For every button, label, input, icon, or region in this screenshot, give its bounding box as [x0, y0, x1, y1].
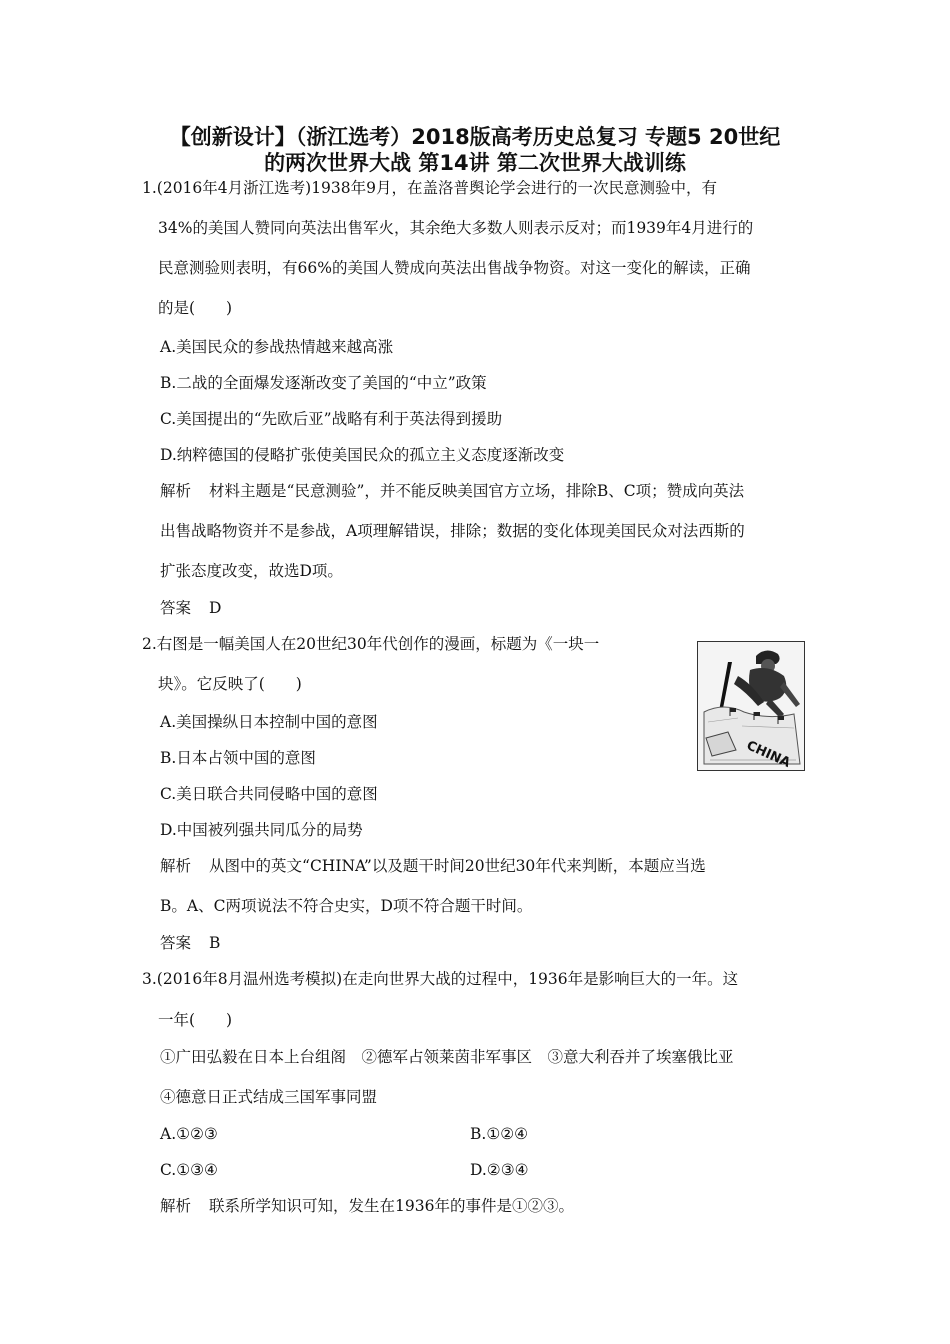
q3-stem-line-1: 3.(2016年8月温州选考模拟)在走向世界大战的过程中，1936年是影响巨大的一年。这 [142, 970, 739, 988]
q2-option-a: A.美国操纵日本控制中国的意图 [160, 713, 378, 731]
q3-option-d: D.②③④ [470, 1161, 529, 1179]
q2-option-d: D.中国被列强共同瓜分的局势 [160, 821, 363, 839]
q1-stem-line-2: 34%的美国人赞同向英法出售军火，其余绝大多数人则表示反对；而1939年4月进行的 [158, 219, 754, 237]
q2-option-b: B.日本占领中国的意图 [160, 749, 316, 767]
q1-option-c: C.美国提出的“先欧后亚”战略有利于英法得到援助 [160, 410, 503, 428]
q1-analysis-line-2: 出售战略物资并不是参战，A项理解错误，排除；数据的变化体现美国民众对法西斯的 [160, 522, 745, 540]
q1-analysis-label: 解析 [160, 482, 192, 500]
q2-analysis-line-1 [160, 856, 706, 876]
q2-answer-value: B [209, 934, 221, 952]
cartoon-china-label: CHINA [744, 738, 793, 770]
cartoon-image [697, 641, 805, 771]
q3-items-line-2: ④德意日正式结成三国军事同盟 [160, 1088, 378, 1106]
q1-option-d: D.纳粹德国的侵略扩张使美国民众的孤立主义态度逐渐改变 [160, 446, 565, 464]
q2-answer-label: 答案 [160, 934, 192, 952]
q2-analysis-line-2: B。A、C两项说法不符合史实，D项不符合题干时间。 [160, 897, 533, 915]
q1-option-a: A.美国民众的参战热情越来越高涨 [160, 338, 394, 356]
q1-stem-line-3: 民意测验则表明，有66%的美国人赞成向英法出售战争物资。对这一变化的解读，正确 [158, 259, 751, 277]
q3-analysis [160, 1196, 574, 1216]
q1-answer [160, 598, 221, 618]
document-title [100, 124, 850, 176]
q3-stem-line-2: 一年( ) [158, 1011, 233, 1029]
q2-analysis-label: 解析 [160, 857, 192, 875]
title-line-2: 的两次世界大战 第14讲 第二次世界大战训练 [264, 151, 686, 175]
q3-option-a: A.①②③ [160, 1125, 218, 1143]
q3-analysis-label: 解析 [160, 1197, 192, 1215]
q2-answer [160, 933, 220, 953]
q1-analysis-text-1: 材料主题是“民意测验”，并不能反映美国官方立场，排除B、C项；赞成向英法 [209, 482, 745, 500]
q2-stem-line-2: 块》。它反映了( ) [158, 675, 302, 693]
q3-analysis-text: 联系所学知识可知，发生在1936年的事件是①②③。 [209, 1197, 574, 1215]
q2-analysis-text-1: 从图中的英文“CHINA”以及题干时间20世纪30年代来判断，本题应当选 [209, 857, 706, 875]
q1-stem-line-1: 1.(2016年4月浙江选考)1938年9月，在盖洛普舆论学会进行的一次民意测验中，有 [142, 179, 718, 197]
cartoon-drawing [698, 642, 804, 770]
q1-option-b: B.二战的全面爆发逐渐改变了美国的“中立”政策 [160, 374, 487, 392]
q3-option-c: C.①③④ [160, 1161, 218, 1179]
q2-stem-line-1: 2.右图是一幅美国人在20世纪30年代创作的漫画，标题为《一块一 [142, 635, 600, 653]
q1-stem-line-4: 的是( ) [158, 299, 233, 317]
q1-answer-value: D [209, 599, 222, 617]
q1-analysis-line-3: 扩张态度改变，故选D项。 [160, 562, 343, 580]
title-line-1: 【创新设计】（浙江选考）2018版高考历史总复习 专题5 20世纪 [169, 125, 781, 149]
q3-items-line-1: ①广田弘毅在日本上台组阁 ②德军占领莱茵非军事区 ③意大利吞并了埃塞俄比亚 [160, 1048, 734, 1066]
q1-answer-label: 答案 [160, 599, 192, 617]
q3-option-b: B.①②④ [470, 1125, 529, 1143]
q1-analysis-line-1 [160, 481, 744, 501]
q2-option-c: C.美日联合共同侵略中国的意图 [160, 785, 378, 803]
